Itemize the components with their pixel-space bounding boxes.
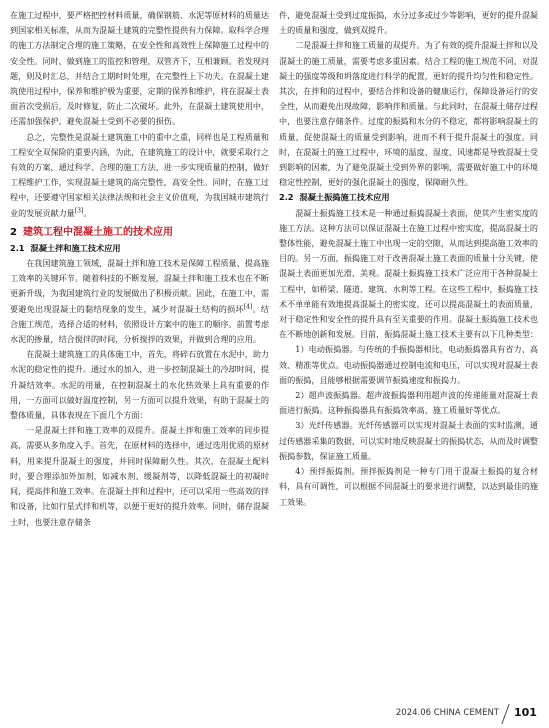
footer-divider bbox=[501, 704, 509, 724]
list-item: 4）预拌振捣剂。预拌振捣剂是一种专门用于混凝土振捣的复合材料，具有可调性，可以根据不同混凝土的要求进行调整，以达到最佳的施工效果。 bbox=[279, 466, 539, 507]
paragraph: 一是混凝土拌和施工效率的双提升。混凝土拌和施工效率的同步提高，需要从多角度入手。首先，在原材料的选择中，通过选用优质的原材料，用来提升混凝土的强度，并同时保障耐久性。其次，在混凝土配料时，要合理添加外加剂，如减水剂、缓凝剂等，以降低混凝土的初凝时间，提高拌和施工效率。在混凝土拌和过程中，还可以采用一些高效的拌和设备，比如行星式拌和机等，以便于更好的提升效率。同时，储存混凝土时，也要注意存储条 bbox=[10, 425, 270, 527]
list-item: 1）电动振捣器。与传统的手振捣器相比，电动振捣器具有省力、高效、精准等优点。电动振捣器通过控制电流和电压，可以实现对混凝土表面的振捣，且能够根据需要调节振捣速度和振捣力。 bbox=[279, 344, 539, 385]
paragraph-text: 。 bbox=[83, 207, 92, 218]
paragraph-text: 总之，完整性是混凝土建筑施工中的重中之重，同样也是工程质量和工程安全双保险的重要内涵，为此，在建筑施工的设计中，就要采取行之有效的方案，通过科学、合理的施工方法，进一步实现质量的控制，做好工程维护工作，实现混凝土建筑的高完整性，高安全性。同时，在施工过程中，还要遵守国家相关法律法规和社会主义价值观，为我国城市建筑行业的发展贡献力量 bbox=[10, 131, 270, 218]
list-item: 3）光纤传感器。光纤传感器可以实现对混凝土表面的实时监测，通过传感器采集的数据，可以实时地反映混凝土的振捣状态，从而及时调整振捣参数，保证施工质量。 bbox=[279, 420, 539, 461]
section-title: 建筑工程中混凝土施工的技术应用 bbox=[22, 226, 173, 238]
paragraph: 在施工过程中，要严格把控材料质量，确保钢筋、水泥等原材料的质量达到国家相关标准，从而为混凝土建筑的完整性提供有力保障。取科学合理的施工方法制定合理的施工策略，在安全性和高效性上保障施工过程中的安全性。同时，做到施工的监控和管理，双管齐下，互相兼顾。若发现问题，则及时汇总，并结合工期时时处理，在完整性上下功夫。在混凝土建筑使用过程中，保养和维护极为重要，定期的保养和维护，将在混凝土表面首次受损后，及时修复，防止二次破坏。此外，在混凝土建筑使用中，还需加强保护，避免混凝土受到不必要的损伤。 bbox=[10, 10, 270, 127]
subsection-number: 2.2 bbox=[279, 192, 294, 203]
subsection-number: 2.1 bbox=[10, 242, 25, 253]
subsection-title: 混凝土拌和施工技术应用 bbox=[30, 242, 121, 253]
subsection-title: 混凝土振捣施工技术应用 bbox=[299, 192, 390, 203]
citation: [4] bbox=[243, 302, 253, 310]
journal-name: 2024.06 CHINA CEMENT bbox=[395, 708, 499, 718]
paragraph-text: 在我国建筑施工领域，混凝土拌和施工技术是保障工程质量、提高施工效率的关键环节。随着科技的不断发展，混凝土拌和施工技术也在不断更新升级，为我国建筑行业的发展做出了积极贡献。因此，在施工中，需要避免出现混凝土的黏结现象的发生，减少对混凝土结构的损坏 bbox=[10, 258, 270, 314]
page-number: 101 bbox=[514, 706, 537, 719]
subsection-heading bbox=[10, 241, 269, 256]
paragraph bbox=[10, 130, 269, 221]
section-heading bbox=[10, 225, 269, 240]
paragraph bbox=[10, 256, 269, 347]
citation: [3] bbox=[74, 206, 84, 214]
subsection-heading bbox=[279, 190, 538, 205]
section-number: 2 bbox=[10, 226, 17, 238]
paragraph-text: 。结合施工规范，选择合适的材料，依照设计方案中的施工的顺序。前置考虑水泥的掺量，结合搅拌的时间，分析搅拌的效果，并做到合理的应用。 bbox=[10, 303, 270, 345]
paragraph: 二是混凝土拌和施工质量的双提升。为了有效的提升混凝土拌和以及混凝土的施工质量，需要考虑多重因素。结合工程的施工规范不同，对混凝土的强度等级和坍落度进行科学的配置，更好的提升均匀性和稳定性。其次，在拌和的过程中，要结合拌和设备的健康运行，保障设备运行的安全性，从而避免出现故障，影响拌和质量。与此同时，在混凝土储存过程中，也要注意存储条件。过度的振捣和水分的不稳定，都将影响混凝土的质量，促使混凝土的质量受到影响，进而不利于提升混凝土的强度。同时，在混凝土的施工过程中，环境的温度、湿度、风速都是导致混凝土受到影响的因素，为了避免混凝土受到外界的影响，需要做好施工中的环境稳定性控制，更好的强化混凝土的强度，保障耐久性。 bbox=[279, 40, 539, 188]
list-item: 2）超声波振捣器。超声波振捣器利用超声波的传递能量对混凝土表面进行振捣。这种振捣器具有振捣效率高，施工质量好等优点。 bbox=[279, 390, 538, 416]
page-footer bbox=[0, 704, 549, 728]
paragraph: 件，避免混凝土受到过度振捣，水分过多或过少等影响，更好的提升混凝土的质量和强度，做到双提升。 bbox=[279, 10, 539, 36]
left-column bbox=[10, 8, 269, 530]
paragraph: 在混凝土建筑施工的具体施工中，首先，将碎石放置在水泥中，助力水泥的稳定性的提升。通过水的加入，进一步控制混凝土的冷却时间，提升凝结效率。水泥的用量，在控制混凝土的水化热效果上具有重要的作用，一方面可以做好温度控制，另一方面可以提升效果，有助于混凝土的整体质量，具体表现在下面几个方面： bbox=[10, 349, 270, 421]
paragraph: 混凝土振捣施工技术是一种通过振捣混凝土表面，使其产生密实度的施工方法。这种方法可以保证混凝土在施工过程中密实度，提高混凝土的整体性能，避免混凝土施工中出现一定的空隙，从而达到提高施工效率的目的。另一方面，振捣施工对于改善混凝土施工表面的质量十分关键，使混凝土表面更加光滑、美观。混凝土振捣施工技术广泛应用于各种混凝土工程中，如桥梁、隧道、建筑、水利等工程。在这些工程中，振捣施工技术不单单能有效地提高混凝土的密实度，还可以提高混凝土的表面质量，对于稳定性和安全性的提升具有至关重要的作用。混凝土振捣施工技术也在不断地创新和发展。目前，振捣混凝土施工技术主要有以下几种类型： bbox=[279, 207, 539, 340]
right-column bbox=[279, 8, 538, 510]
